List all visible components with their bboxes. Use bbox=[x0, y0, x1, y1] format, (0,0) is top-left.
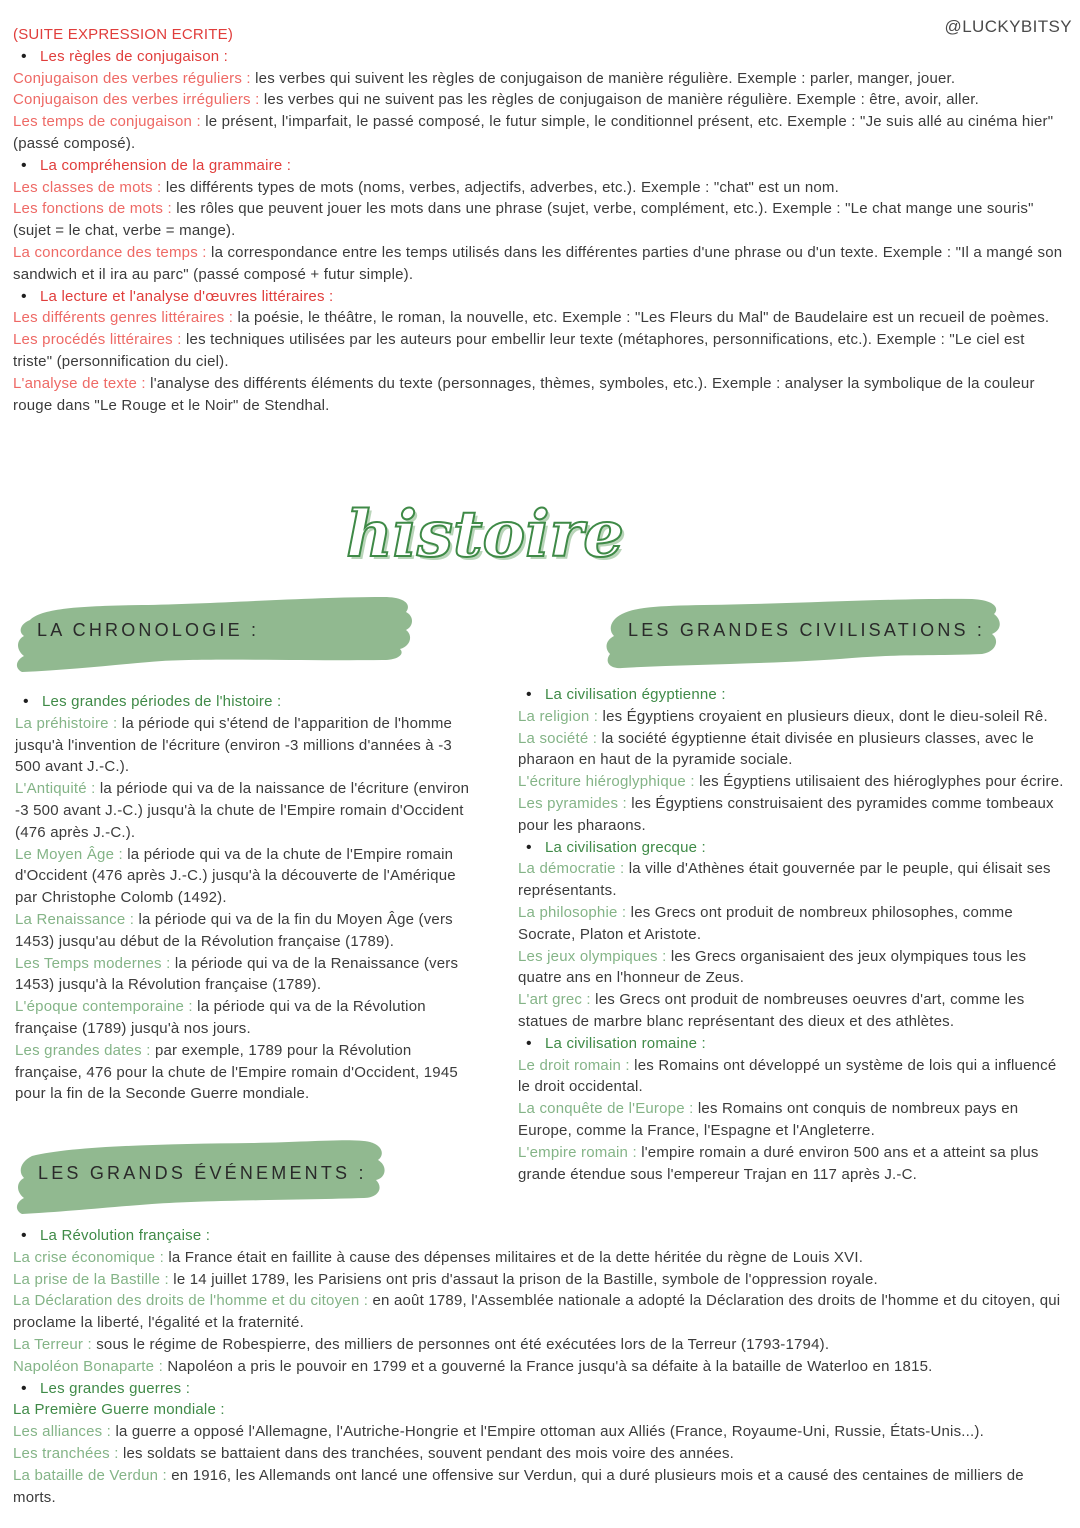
item-text: les Romains ont conquis de nombreux pays en Europe, comme la France, l'Espagne et l'Angleterre. bbox=[518, 1100, 1019, 1139]
item-label: La bataille de Verdun : bbox=[13, 1466, 167, 1484]
list-item bbox=[13, 177, 1068, 199]
item-text: la poésie, le théâtre, le roman, la nouvelle, etc. Exemple : "Les Fleurs du Mal" de Baudelaire est un recueil de poèmes. bbox=[237, 309, 1050, 327]
list-item bbox=[15, 1040, 470, 1105]
list-item bbox=[518, 946, 1070, 990]
list-item bbox=[518, 771, 1070, 793]
item-label: Le droit romain : bbox=[518, 1056, 630, 1074]
item-label: La Déclaration des droits de l'homme et du citoyen : bbox=[13, 1292, 369, 1310]
item-label: La crise économique : bbox=[13, 1248, 164, 1266]
item-label: L'analyse de texte : bbox=[13, 374, 146, 392]
item-label: Les pyramides : bbox=[518, 794, 627, 812]
civilisations-header bbox=[602, 594, 1002, 672]
item-text: en 1916, les Allemands ont lancé une offensive sur Verdun, qui a duré plusieurs mois et a causé des centaines de milliers de morts. bbox=[13, 1466, 1024, 1506]
item-text: les Égyptiens croyaient en plusieurs dieux, dont le dieu-soleil Rê. bbox=[602, 707, 1048, 725]
item-label: La conquête de l'Europe : bbox=[518, 1100, 694, 1118]
item-label: La concordance des temps : bbox=[13, 243, 207, 261]
civilisations-list bbox=[518, 684, 1070, 1185]
list-item bbox=[518, 706, 1070, 728]
list-item bbox=[13, 1269, 1068, 1291]
item-label: La religion : bbox=[518, 707, 599, 725]
item-text: les techniques utilisées par les auteurs pour embellir leur texte (métaphores, personnifications, etc.). Exemple : "Le ciel est triste" (personnification du ciel). bbox=[13, 331, 1025, 370]
bullet-heading: • Les règles de conjugaison : bbox=[13, 46, 1068, 68]
list-item bbox=[518, 1098, 1070, 1142]
item-text: les verbes qui suivent les règles de conjugaison de manière régulière. Exemple : parler, manger, jouer. bbox=[255, 69, 956, 87]
bullet-heading: • La Révolution française : bbox=[13, 1225, 1068, 1247]
item-label: Les Temps modernes : bbox=[15, 954, 171, 972]
list-item bbox=[13, 1356, 1068, 1378]
item-text: la période qui va de la naissance de l'écriture (environ -3 500 avant J.-C.) jusqu'à la chute de l'Empire romain d'Occident (476 après J.-C.). bbox=[15, 780, 470, 841]
list-item bbox=[13, 1334, 1068, 1356]
list-item bbox=[15, 953, 470, 997]
list-item bbox=[13, 373, 1068, 417]
list-item bbox=[15, 909, 470, 953]
item-text: la période qui va de la fin du Moyen Âge (vers 1453) jusqu'au début de la Révolution française (1789). bbox=[15, 910, 453, 950]
list-item bbox=[13, 307, 1068, 329]
chronologie-section bbox=[15, 691, 470, 1105]
chronologie-header bbox=[12, 594, 414, 674]
expression-ecrite-section bbox=[13, 24, 1068, 416]
item-label: Les grandes dates : bbox=[15, 1041, 151, 1059]
list-item bbox=[13, 1443, 1068, 1465]
item-label: Le Moyen Âge : bbox=[15, 845, 123, 863]
evenements-header-label: LES GRANDS ÉVÉNEMENTS : bbox=[38, 1163, 367, 1183]
item-label: Les temps de conjugaison : bbox=[13, 113, 201, 131]
item-text: la guerre a opposé l'Allemagne, l'Autriche-Hongrie et l'Empire ottoman aux Alliés (France, Royaume-Uni, Russie, États-Unis...). bbox=[115, 1423, 984, 1441]
bullet-heading: • La lecture et l'analyse d'œuvres littéraires : bbox=[13, 286, 1068, 308]
evenements-section bbox=[13, 1225, 1068, 1508]
chronologie-list bbox=[15, 691, 470, 1105]
item-text: les verbes qui ne suivent pas les règles de conjugaison de manière régulière. Exemple : être, avoir, aller. bbox=[263, 91, 979, 109]
evenements-header bbox=[12, 1134, 388, 1216]
list-item bbox=[518, 793, 1070, 837]
list-item bbox=[518, 1142, 1070, 1186]
expression-list bbox=[13, 46, 1068, 417]
list-item bbox=[518, 1055, 1070, 1099]
item-text: la période qui s'étend de l'apparition de l'homme jusqu'à l'invention de l'écriture (environ -3 millions d'années à -3 500 avant J.-C.). bbox=[15, 714, 453, 776]
bullet-heading: • La compréhension de la grammaire : bbox=[13, 155, 1068, 177]
item-label: L'époque contemporaine : bbox=[15, 998, 193, 1016]
item-text: la période qui va de la Révolution française (1789) jusqu'à nos jours. bbox=[15, 998, 426, 1037]
item-text: la période qui va de la chute de l'Empire romain d'Occident (476 après J.-C.) jusqu'à la découverte de l'Amérique par Christophe Colomb (1492). bbox=[15, 845, 456, 907]
list-item bbox=[15, 713, 470, 778]
item-label: Conjugaison des verbes réguliers : bbox=[13, 69, 251, 87]
item-label: Les procédés littéraires : bbox=[13, 331, 182, 349]
item-label: Les fonctions de mots : bbox=[13, 200, 172, 218]
item-text: la période qui va de la Renaissance (vers 1453) jusqu'à la Révolution française (1789). bbox=[15, 954, 459, 994]
chronologie-header-label: LA CHRONOLOGIE : bbox=[37, 620, 260, 640]
evenements-list bbox=[13, 1225, 1068, 1508]
page-title-histoire: histoire bbox=[346, 497, 624, 572]
bullet-heading: • Les grandes guerres : bbox=[13, 1378, 1068, 1400]
list-item bbox=[13, 329, 1068, 373]
item-text: les Égyptiens construisaient des pyramides comme tombeaux pour les pharaons. bbox=[518, 794, 1054, 834]
item-label: L'écriture hiéroglyphique : bbox=[518, 773, 695, 791]
item-label: L'empire romain : bbox=[518, 1143, 637, 1161]
item-text: les différents types de mots (noms, verbes, adjectifs, adverbes, etc.). Exemple : "chat" est un nom. bbox=[165, 178, 839, 196]
bullet-heading: • La civilisation égyptienne : bbox=[518, 684, 1070, 706]
list-item bbox=[13, 242, 1068, 286]
list-item bbox=[13, 1247, 1068, 1269]
item-text: la ville d'Athènes était gouvernée par le peuple, qui élisait ses représentants. bbox=[518, 860, 1051, 900]
item-text: les Grecs organisaient des jeux olympiques tous les quatre ans en l'honneur de Zeus. bbox=[518, 947, 1027, 987]
subheading: La Première Guerre mondiale : bbox=[13, 1401, 225, 1419]
list-item bbox=[13, 1465, 1068, 1509]
section-continuation-title: (SUITE EXPRESSION ECRITE) bbox=[13, 26, 234, 43]
item-text: les Grecs ont produit de nombreuses oeuvres d'art, comme les statues de marbre blanc représentant des dieux et des athlètes. bbox=[518, 991, 1025, 1030]
item-text: les Égyptiens utilisaient des hiéroglyphes pour écrire. bbox=[699, 773, 1064, 791]
list-item bbox=[15, 996, 470, 1040]
list-item bbox=[13, 111, 1068, 155]
item-label: La philosophie : bbox=[518, 903, 627, 921]
item-label: La Terreur : bbox=[13, 1335, 92, 1353]
item-label: La prise de la Bastille : bbox=[13, 1270, 169, 1288]
item-text: les Grecs ont produit de nombreux philosophes, comme Socrate, Platon et Aristote. bbox=[518, 903, 1013, 943]
list-item bbox=[518, 902, 1070, 946]
item-text: les rôles que peuvent jouer les mots dans une phrase (sujet, verbe, complément, etc.). Exemple : "Le chat mange une souris" (sujet = le chat, verbe = mange). bbox=[13, 200, 1034, 240]
item-label: Les classes de mots : bbox=[13, 178, 162, 196]
list-item bbox=[13, 198, 1068, 242]
item-label: Les jeux olympiques : bbox=[518, 947, 667, 965]
bullet-heading: • La civilisation romaine : bbox=[518, 1033, 1070, 1055]
list-item bbox=[15, 844, 470, 909]
item-text: le présent, l'imparfait, le passé composé, le futur simple, le conditionnel présent, etc. Exemple : "Je suis allé au cinéma hier" (passé composé). bbox=[13, 113, 1054, 152]
item-text: la société égyptienne était divisée en plusieurs classes, avec le pharaon en haut de la pyramide sociale. bbox=[518, 729, 1034, 769]
item-text: les Romains ont développé un système de lois qui a influencé le droit occidental. bbox=[518, 1056, 1057, 1096]
item-text: l'analyse des différents éléments du texte (personnages, thèmes, symboles, etc.). Exemple : analyser la symbolique de la couleur rouge dans "Le Rouge et le Noir" de Stendhal. bbox=[13, 374, 1035, 414]
item-text: par exemple, 1789 pour la Révolution française, 476 pour la chute de l'Empire romain d'Occident, 1945 pour la fin de la Seconde Guerre mondiale. bbox=[15, 1041, 458, 1103]
list-item bbox=[518, 728, 1070, 772]
item-label: Les tranchées : bbox=[13, 1444, 119, 1462]
item-label: L'art grec : bbox=[518, 991, 591, 1009]
item-text: les soldats se battaient dans des tranchées, souvent pendant des mois voire des années. bbox=[122, 1444, 735, 1462]
item-text: le 14 juillet 1789, les Parisiens ont pris d'assaut la prison de la Bastille, symbole de l'oppression royale. bbox=[173, 1270, 878, 1288]
list-item bbox=[518, 858, 1070, 902]
civilisations-header-label: LES GRANDES CIVILISATIONS : bbox=[628, 620, 986, 640]
bullet-heading: • La civilisation grecque : bbox=[518, 837, 1070, 859]
list-item bbox=[15, 778, 470, 843]
item-label: L'Antiquité : bbox=[15, 780, 96, 798]
item-label: Conjugaison des verbes irréguliers : bbox=[13, 91, 260, 109]
item-label: La démocratie : bbox=[518, 860, 625, 878]
bullet-heading: • Les grandes périodes de l'histoire : bbox=[15, 691, 470, 713]
item-label: La Renaissance : bbox=[15, 910, 135, 928]
item-text: la correspondance entre les temps utilisés dans les différentes parties d'une phrase ou d'un texte. Exemple : "Il a mangé son sandwich et il ira au parc" (passé composé + futur simple). bbox=[13, 243, 1063, 283]
item-label: Napoléon Bonaparte : bbox=[13, 1357, 163, 1375]
item-label: La société : bbox=[518, 729, 598, 747]
item-text: l'empire romain a duré environ 500 ans et a atteint sa plus grande étendue sous l'empereur Trajan en 117 après J.-C. bbox=[518, 1143, 1039, 1183]
list-item bbox=[13, 1421, 1068, 1443]
item-text: la France était en faillite à cause des dépenses militaires et de la dette héritée du règne de Louis XVI. bbox=[168, 1248, 864, 1266]
item-text: en août 1789, l'Assemblée nationale a adopté la Déclaration des droits de l'homme et du citoyen, qui proclame la liberté, l'égalité et la fraternité. bbox=[13, 1292, 1061, 1332]
item-label: La préhistoire : bbox=[15, 714, 118, 732]
item-text: sous le régime de Robespierre, des milliers de personnes ont été exécutées lors de la Terreur (1793-1794). bbox=[96, 1335, 830, 1353]
list-item bbox=[518, 989, 1070, 1033]
list-item bbox=[13, 89, 1068, 111]
civilisations-section bbox=[518, 684, 1070, 1185]
item-label: Les alliances : bbox=[13, 1423, 112, 1441]
author-handle: @LUCKYBITSY bbox=[944, 17, 1072, 36]
list-item bbox=[13, 1290, 1068, 1334]
list-item bbox=[13, 68, 1068, 90]
item-label: Les différents genres littéraires : bbox=[13, 309, 234, 327]
item-text: Napoléon a pris le pouvoir en 1799 et a gouverné la France jusqu'à sa défaite à la bataille de Waterloo en 1815. bbox=[167, 1357, 933, 1375]
